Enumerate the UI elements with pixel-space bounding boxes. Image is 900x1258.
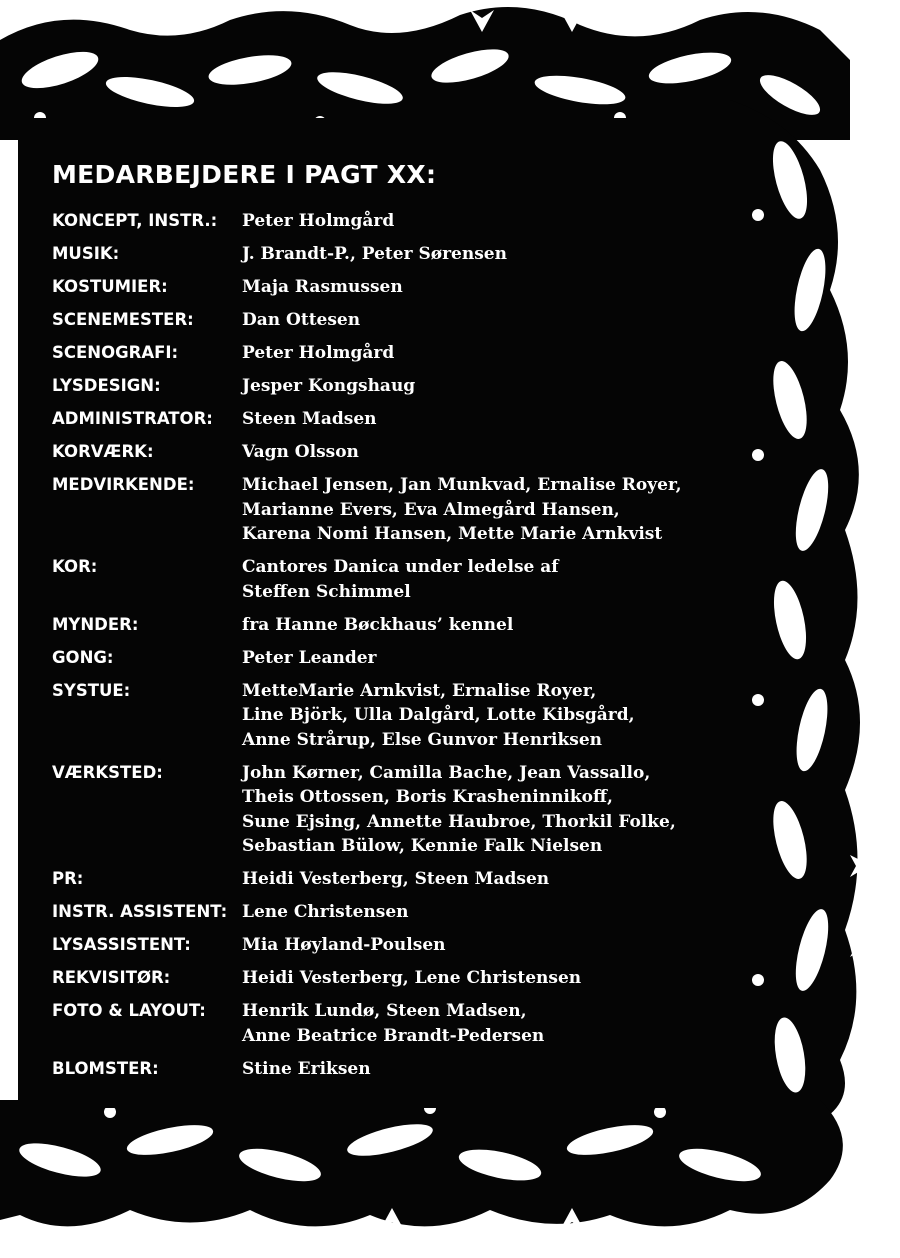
credit-name-line: Cantores Danica under ledelse af (242, 557, 559, 577)
credit-role: MYNDER: (52, 614, 139, 634)
credit-names (242, 242, 507, 267)
credit-name-line: Michael Jensen, Jan Munkvad, Ernalise Royer, (242, 475, 682, 495)
credit-role: KOR: (52, 557, 98, 576)
credit-name-line: Heidi Vesterberg, Steen Madsen (242, 869, 550, 889)
credit-names (242, 900, 409, 925)
credit-names (242, 555, 559, 604)
credit-row (52, 242, 732, 267)
credit-role: VÆRKSTED: (52, 762, 163, 782)
credit-names (242, 473, 682, 547)
credit-names (242, 308, 360, 333)
credit-role: INSTR. ASSISTENT: (52, 902, 228, 921)
credit-row (52, 761, 732, 859)
credit-name-line: Steen Madsen (242, 409, 377, 429)
credit-row (52, 999, 732, 1048)
credit-name-line: Steffen Schimmel (242, 581, 411, 602)
credit-name-line: Vagn Olsson (242, 442, 359, 462)
credit-row (52, 275, 732, 300)
credit-role: ADMINISTRATOR: (52, 409, 213, 428)
credit-name-line: Sune Ejsing, Annette Haubroe, Thorkil Folke, (242, 811, 676, 832)
credit-role: GONG: (52, 647, 114, 667)
credit-role: SYSTUE: (52, 680, 131, 700)
credit-role: REKVISITØR: (52, 968, 171, 987)
credit-row (52, 933, 732, 958)
credit-row (52, 1057, 732, 1082)
credit-names (242, 999, 544, 1048)
credit-row (52, 407, 732, 432)
credit-name-line: Stine Eriksen (242, 1058, 371, 1079)
credit-name-line: J. Brandt-P., Peter Sørensen (242, 244, 507, 264)
credit-row (52, 679, 732, 753)
credit-name-line: fra Hanne Bøckhaus’ kennel (242, 614, 514, 635)
page-title: MEDARBEJDERE I PAGT XX: (52, 160, 437, 189)
credit-row (52, 900, 732, 925)
credit-name-line: Jesper Kongshaug (242, 376, 416, 396)
credit-name-line: Maja Rasmussen (242, 277, 403, 297)
credit-name-line: Peter Holmgård (242, 211, 395, 231)
credit-name-line: Peter Leander (242, 647, 377, 668)
credit-row (52, 613, 732, 638)
credit-names (242, 275, 403, 300)
credits-list (52, 209, 732, 1081)
credit-names (242, 966, 581, 991)
credit-names (242, 341, 394, 366)
credit-row (52, 440, 732, 465)
credit-name-line: Theis Ottossen, Boris Krasheninnikoff, (242, 787, 613, 807)
credit-role: FOTO & LAYOUT: (52, 1001, 206, 1020)
credit-row (52, 209, 732, 234)
credit-names (242, 374, 415, 399)
credit-role: SCENOGRAFI: (52, 343, 179, 362)
credit-row (52, 341, 732, 366)
credit-row (52, 473, 732, 547)
credit-names (242, 613, 513, 638)
credit-name-line: Sebastian Bülow, Kennie Falk Nielsen (242, 836, 603, 856)
credit-role: MUSIK: (52, 244, 120, 263)
credits-content (52, 160, 732, 1090)
credit-name-line: Line Björk, Ulla Dalgård, Lotte Kibsgård, (242, 705, 635, 725)
credit-name-line: Peter Holmgård (242, 343, 395, 363)
credit-name-line: Karena Nomi Hansen, Mette Marie Arnkvist (242, 524, 663, 544)
credit-names (242, 933, 446, 958)
credit-names (242, 679, 635, 753)
credit-role: SCENEMESTER: (52, 310, 194, 329)
credit-role: KOSTUMIER: (52, 277, 168, 296)
credit-row (52, 308, 732, 333)
credit-name-line: Dan Ottesen (242, 310, 361, 330)
credit-row (52, 374, 732, 399)
credit-name-line: Anne Beatrice Brandt-Pedersen (242, 1025, 545, 1046)
credit-names (242, 209, 394, 234)
credit-row (52, 867, 732, 892)
credit-role: MEDVIRKENDE: (52, 475, 195, 494)
credit-names (242, 867, 549, 892)
credit-name-line: Henrik Lundø, Steen Madsen, (242, 1001, 527, 1021)
credit-name-line: Lene Christensen (242, 902, 409, 922)
credit-names (242, 761, 676, 859)
credit-name-line: MetteMarie Arnkvist, Ernalise Royer, (242, 680, 597, 701)
credit-name-line: Marianne Evers, Eva Almegård Hansen, (242, 499, 620, 520)
credit-role: LYSDESIGN: (52, 376, 161, 395)
credit-role: PR: (52, 869, 84, 888)
credit-role: KORVÆRK: (52, 442, 154, 461)
credit-role: BLOMSTER: (52, 1058, 159, 1078)
credit-names (242, 407, 377, 432)
credit-row (52, 646, 732, 671)
credit-row (52, 966, 732, 991)
credit-name-line: John Kørner, Camilla Bache, Jean Vassallo, (242, 762, 651, 783)
credit-role: KONCEPT, INSTR.: (52, 211, 218, 230)
credit-name-line: Mia Høyland-Poulsen (242, 935, 446, 955)
credit-names (242, 646, 377, 671)
credit-name-line: Anne Strårup, Else Gunvor Henriksen (242, 729, 603, 750)
credit-row (52, 555, 732, 604)
credit-names (242, 1057, 371, 1082)
credit-name-line: Heidi Vesterberg, Lene Christensen (242, 968, 582, 988)
credit-role: LYSASSISTENT: (52, 935, 191, 954)
credit-names (242, 440, 359, 465)
